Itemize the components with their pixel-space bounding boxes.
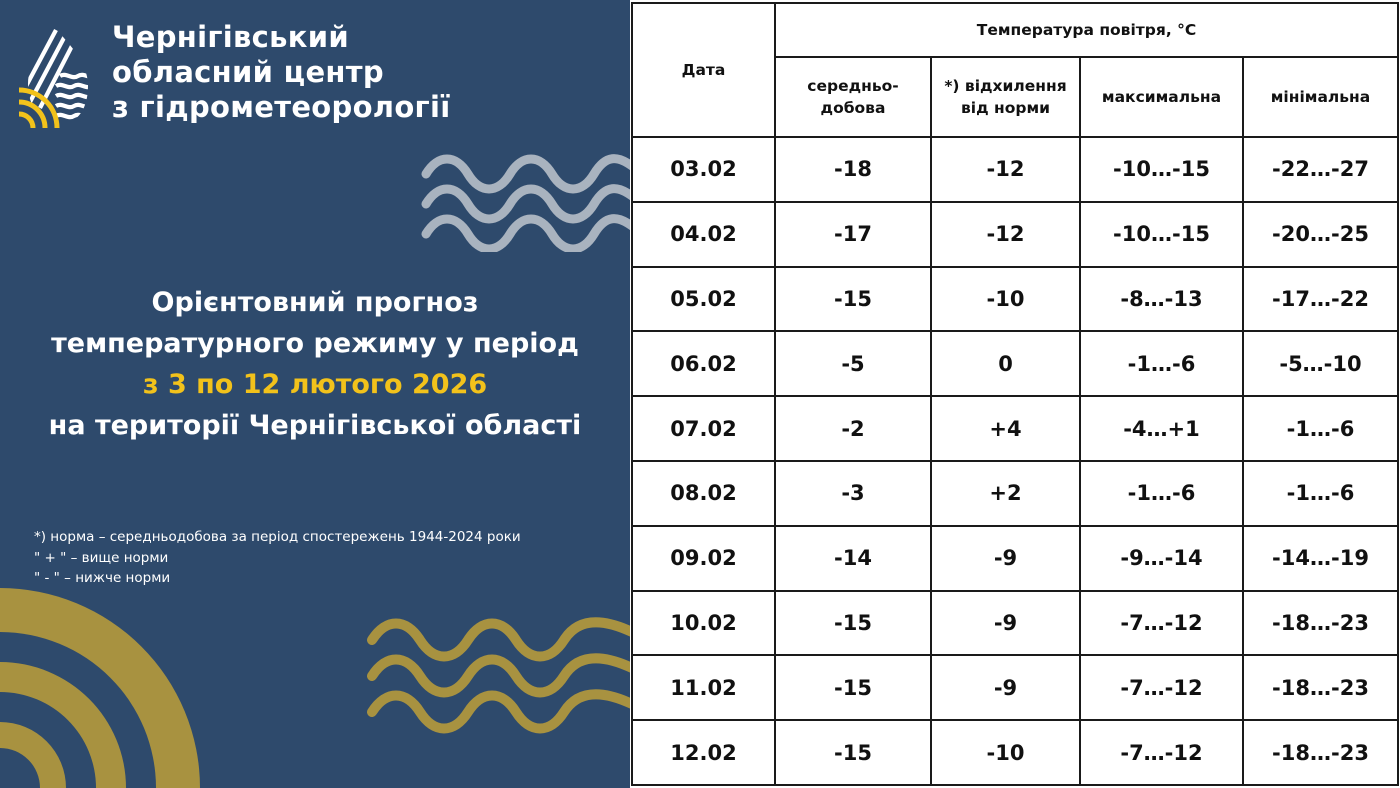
- cell-min: -18…-23: [1243, 591, 1398, 656]
- cell-mean: -17: [775, 202, 931, 267]
- org-name-line-2: обласний центр: [112, 55, 384, 89]
- cell-deviation: -10: [931, 267, 1080, 332]
- table-row: [632, 655, 1398, 720]
- cell-max: -7…-12: [1080, 720, 1243, 785]
- footnote-minus: " - " – нижче норми: [34, 570, 171, 586]
- cell-max: -9…-14: [1080, 526, 1243, 591]
- headline-line-4: на території Чернігівської області: [48, 410, 582, 441]
- cell-mean: -3: [775, 461, 931, 526]
- cell-deviation: -12: [931, 137, 1080, 202]
- table-row: [632, 720, 1398, 785]
- footnote-norm: *) норма – середньодобова за період спостережень 1944-2024 роки: [34, 529, 521, 545]
- table-row: [632, 331, 1398, 396]
- info-panel: [0, 0, 630, 788]
- headline-line-2: температурного режиму у період: [51, 328, 579, 359]
- cell-min: -1…-6: [1243, 461, 1398, 526]
- grey-waves-decoration-icon: [420, 148, 630, 252]
- cell-mean: -18: [775, 137, 931, 202]
- cell-date: 07.02: [632, 396, 775, 461]
- cell-date: 12.02: [632, 720, 775, 785]
- cell-max: -10…-15: [1080, 202, 1243, 267]
- header-deviation: [931, 57, 1080, 137]
- cell-max: -7…-12: [1080, 655, 1243, 720]
- table-row: [632, 202, 1398, 267]
- cell-max: -7…-12: [1080, 591, 1243, 656]
- header-maximum: максимальна: [1080, 57, 1243, 137]
- cell-min: -20…-25: [1243, 202, 1398, 267]
- cell-mean: -14: [775, 526, 931, 591]
- table-row: [632, 396, 1398, 461]
- table-row: [632, 137, 1398, 202]
- cell-min: -1…-6: [1243, 396, 1398, 461]
- cell-deviation: -10: [931, 720, 1080, 785]
- headline-period: з 3 по 12 лютого 2026: [142, 369, 488, 400]
- header-minimum: мінімальна: [1243, 57, 1398, 137]
- cell-mean: -15: [775, 591, 931, 656]
- org-name-line-3: з гідрометеорології: [112, 90, 451, 124]
- header-deviation-l2: від норми: [960, 99, 1051, 117]
- cell-mean: -15: [775, 720, 931, 785]
- footnotes: [34, 527, 521, 589]
- cell-date: 08.02: [632, 461, 775, 526]
- cell-max: -8…-13: [1080, 267, 1243, 332]
- org-name-line-1: Чернігівський: [112, 20, 350, 54]
- cell-mean: -15: [775, 655, 931, 720]
- cell-date: 09.02: [632, 526, 775, 591]
- cell-deviation: +2: [931, 461, 1080, 526]
- cell-deviation: -12: [931, 202, 1080, 267]
- forecast-headline: [10, 282, 620, 446]
- cell-min: -17…-22: [1243, 267, 1398, 332]
- table-row: [632, 267, 1398, 332]
- cell-deviation: -9: [931, 655, 1080, 720]
- gold-waves-decoration-icon: [366, 612, 630, 738]
- table-row: [632, 591, 1398, 656]
- cell-min: -18…-23: [1243, 720, 1398, 785]
- cell-max: -1…-6: [1080, 331, 1243, 396]
- cell-deviation: 0: [931, 331, 1080, 396]
- cell-deviation: -9: [931, 591, 1080, 656]
- cell-min: -18…-23: [1243, 655, 1398, 720]
- cell-min: -5…-10: [1243, 331, 1398, 396]
- hydromet-drop-logo-icon: [16, 24, 92, 128]
- cell-mean: -15: [775, 267, 931, 332]
- header-daily-mean: [775, 57, 931, 137]
- forecast-table: [631, 2, 1399, 786]
- cell-deviation: +4: [931, 396, 1080, 461]
- cell-max: -4…+1: [1080, 396, 1243, 461]
- cell-date: 11.02: [632, 655, 775, 720]
- header-date: Дата: [632, 3, 775, 137]
- header-daily-mean-l2: добова: [820, 99, 886, 117]
- cell-min: -14…-19: [1243, 526, 1398, 591]
- forecast-table-container: [630, 0, 1400, 788]
- cell-deviation: -9: [931, 526, 1080, 591]
- cell-min: -22…-27: [1243, 137, 1398, 202]
- cell-date: 06.02: [632, 331, 775, 396]
- cell-date: 04.02: [632, 202, 775, 267]
- organization-name: [112, 20, 451, 125]
- cell-date: 03.02: [632, 137, 775, 202]
- cell-mean: -5: [775, 331, 931, 396]
- cell-date: 05.02: [632, 267, 775, 332]
- headline-line-1: Орієнтовний прогноз: [151, 287, 479, 318]
- header-deviation-l1: *) відхилення: [944, 77, 1067, 95]
- gold-arcs-decoration-icon: [0, 588, 280, 788]
- cell-max: -10…-15: [1080, 137, 1243, 202]
- header-air-temperature: Температура повітря, °С: [775, 3, 1398, 57]
- header-daily-mean-l1: середньо-: [807, 77, 899, 95]
- cell-max: -1…-6: [1080, 461, 1243, 526]
- cell-date: 10.02: [632, 591, 775, 656]
- table-row: [632, 461, 1398, 526]
- table-row: [632, 526, 1398, 591]
- footnote-plus: " + " – вище норми: [34, 549, 169, 566]
- cell-mean: -2: [775, 396, 931, 461]
